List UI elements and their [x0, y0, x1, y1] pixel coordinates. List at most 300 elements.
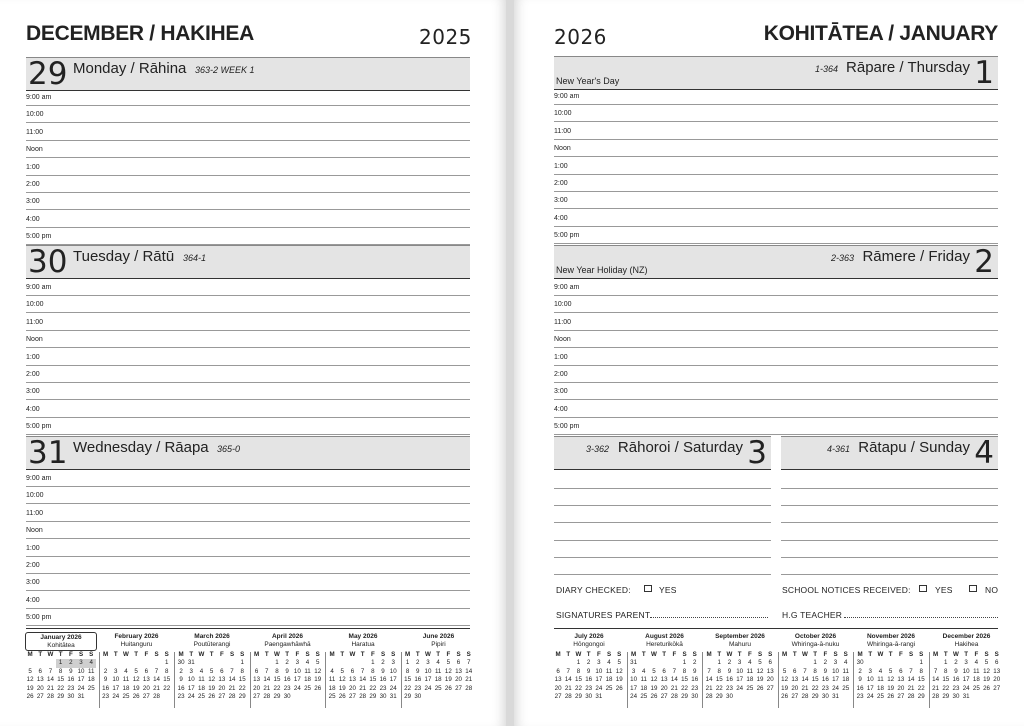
mini-calendar-day: 2	[103, 667, 108, 675]
diary-checked-yes-checkbox[interactable]	[644, 585, 652, 592]
mini-calendar-week	[176, 659, 248, 667]
time-slot-label: 1:00	[26, 544, 40, 552]
weekend-note-line[interactable]	[554, 522, 771, 523]
mini-calendar-day	[931, 659, 941, 667]
time-slot-line[interactable]	[554, 104, 998, 105]
weekday-initial: M	[857, 651, 863, 658]
mini-calendar-day	[217, 659, 227, 667]
mini-calendar-day: 12	[781, 676, 789, 684]
weekday-initial: T	[285, 651, 290, 658]
time-slot-label: Noon	[554, 336, 571, 344]
mini-calendar-day: 22	[811, 684, 819, 692]
mini-calendar-maori-name: Mahuru	[728, 641, 752, 648]
weekday-initial: F	[747, 651, 752, 658]
mini-calendar-weekdays	[780, 651, 852, 659]
mini-calendar-week	[553, 676, 625, 684]
time-slot-line[interactable]	[554, 399, 998, 400]
mini-calendar-day: 9	[69, 667, 73, 675]
mini-calendar-day: 14	[153, 676, 160, 684]
mini-calendar-title: September 2026	[715, 633, 765, 640]
weekday-initial: T	[189, 651, 194, 658]
mini-calendar-week	[327, 685, 399, 693]
mini-calendar-day: 13	[218, 676, 226, 684]
time-slot-line[interactable]	[26, 312, 470, 313]
time-slot-line[interactable]	[554, 417, 998, 418]
mini-calendar-day: 3	[964, 659, 968, 667]
time-slot-line[interactable]	[26, 538, 470, 539]
mini-calendar-day: 1	[717, 659, 721, 667]
mini-calendar-week	[176, 668, 248, 676]
mini-calendar-day: 5	[340, 667, 344, 675]
mini-calendar-day: 10	[424, 667, 432, 675]
mini-calendar-day: 22	[404, 684, 412, 692]
weekday-initial: M	[782, 651, 788, 658]
mini-calendar-day: 17	[866, 684, 874, 692]
mini-calendar-day: 4	[330, 667, 334, 675]
weekend-note-line[interactable]	[781, 574, 998, 575]
mini-calendar-day: 20	[36, 684, 44, 692]
school-notices-yes-checkbox[interactable]	[919, 585, 927, 592]
mini-calendar-title: January 2026	[40, 634, 82, 641]
mini-calendar-day: 27	[766, 684, 774, 692]
time-slot-line[interactable]	[554, 330, 998, 331]
mini-calendar-day	[121, 659, 131, 667]
weekday-initial: S	[692, 651, 697, 658]
mini-calendar-day: 26	[615, 684, 623, 692]
mini-calendar-day: 9	[586, 667, 591, 675]
time-slot-line[interactable]	[554, 226, 998, 227]
weekday-initial: F	[144, 651, 149, 658]
mini-calendar-day: 8	[371, 667, 375, 675]
time-slot-label: 4:00	[554, 405, 568, 413]
time-slot-line[interactable]	[26, 608, 470, 609]
mini-calendar-day: 28	[932, 692, 940, 700]
mini-calendar-week	[252, 659, 324, 667]
mini-calendar-day: 24	[187, 692, 195, 700]
time-slot-line[interactable]	[26, 295, 470, 296]
mini-calendar-day: 19	[444, 676, 452, 684]
mini-calendar-title: February 2026	[114, 633, 159, 640]
time-slot-line[interactable]	[554, 312, 998, 313]
time-slot-line[interactable]	[554, 382, 998, 383]
teacher-signature-line[interactable]	[844, 617, 998, 618]
weekday-initial: S	[380, 651, 386, 658]
mini-calendar-day: 1	[164, 659, 169, 667]
time-slot-label: 5:00 pm	[26, 233, 52, 241]
mini-calendar-title: April 2026	[271, 633, 304, 640]
time-slot-line[interactable]	[26, 157, 470, 158]
mini-calendar-header	[780, 632, 852, 651]
mini-calendar-day: 2	[416, 659, 420, 667]
mini-calendar-day: 18	[434, 676, 442, 684]
mini-calendar-day: 31	[77, 692, 85, 700]
mini-calendar-day: 6	[899, 667, 903, 675]
mini-calendar-separator	[174, 652, 175, 708]
weekday-initial: M	[933, 651, 939, 658]
weekend-note-line[interactable]	[781, 522, 998, 523]
time-slot-line[interactable]	[26, 486, 470, 487]
mini-calendar-day: 8	[682, 667, 687, 675]
mini-calendar-day: 4	[748, 659, 752, 667]
mini-calendar-day: 20	[660, 684, 668, 692]
mini-calendar-separator	[325, 652, 326, 708]
mini-calendar-day: 6	[38, 667, 42, 675]
time-slot-line[interactable]	[26, 122, 470, 123]
time-slot-line[interactable]	[554, 208, 998, 209]
mini-calendar-day: 28	[228, 692, 236, 700]
year-left: 2025	[419, 25, 472, 49]
time-slot-line[interactable]	[554, 121, 998, 122]
mini-calendar-week	[327, 659, 399, 667]
month-title-left: DECEMBER / HAKIHEA	[26, 22, 254, 45]
mini-calendar-week	[629, 685, 701, 693]
weekday-initial: W	[47, 651, 54, 658]
mini-calendar-day: 2	[179, 667, 183, 675]
time-slot-line[interactable]	[26, 227, 470, 228]
calendar-divider	[26, 628, 470, 629]
time-slot-line[interactable]	[26, 140, 470, 141]
mini-calendar-day	[162, 693, 172, 701]
mini-calendar	[25, 632, 97, 701]
mini-calendar-day	[227, 659, 237, 667]
time-slot-label: 11:00	[26, 128, 43, 136]
mini-calendar-day: 11	[304, 667, 311, 675]
mini-calendar-day: 24	[832, 684, 839, 692]
mini-calendar-day: 17	[832, 676, 839, 684]
day-name: Wednesday / Rāapa	[73, 439, 209, 456]
mini-calendar-separator	[627, 652, 628, 708]
mini-calendar-day: 16	[283, 676, 291, 684]
mini-calendar-maori-name: Hakihea	[954, 641, 979, 648]
time-slot-line[interactable]	[554, 295, 998, 296]
mini-calendar-day	[669, 659, 679, 667]
mini-calendar-day: 9	[285, 667, 289, 675]
weekend-note-line[interactable]	[781, 540, 998, 541]
mini-calendar-day: 29	[942, 692, 950, 700]
weekday-initial: S	[164, 651, 169, 658]
mini-calendar-day: 11	[434, 667, 442, 675]
weekday-initial: M	[103, 651, 109, 658]
mini-calendar-day: 2	[285, 659, 289, 667]
mini-calendar-title: March 2026	[194, 633, 230, 640]
time-slot-label: 3:00	[554, 388, 568, 396]
mini-calendar-title: August 2026	[645, 633, 684, 640]
mini-calendar-day: 19	[208, 684, 216, 692]
mini-calendar-day: 18	[87, 676, 95, 684]
time-slot-label: 11:00	[554, 127, 571, 135]
mini-calendar-week	[101, 685, 173, 693]
mini-calendar-day: 30	[177, 659, 185, 667]
mini-calendar-day: 16	[585, 676, 593, 684]
weekday-initial: W	[274, 651, 280, 658]
mini-calendar	[101, 632, 173, 701]
mini-calendar-day: 29	[404, 692, 412, 700]
time-slot-label: 1:00	[26, 163, 40, 171]
mini-calendar-day: 3	[76, 659, 86, 667]
weekday-initial: S	[768, 651, 773, 658]
weekend-note-line[interactable]	[554, 505, 771, 506]
mini-calendar-day: 13	[455, 667, 462, 675]
mini-calendar-day	[252, 659, 262, 667]
mini-calendar-title: November 2026	[866, 633, 916, 640]
mini-calendar-day: 3	[114, 667, 118, 675]
time-slot-label: 5:00 pm	[554, 423, 580, 431]
time-slot-label: 2:00	[554, 371, 568, 378]
diary-checked-yes-label: YES	[659, 585, 677, 595]
mini-calendar-day: 25	[87, 684, 95, 692]
mini-calendar-week	[403, 676, 475, 684]
weekday-initial: T	[586, 651, 591, 658]
mini-calendar-day: 14	[564, 676, 572, 684]
mini-calendar-day: 10	[112, 676, 120, 684]
day-header-4	[781, 436, 998, 470]
mini-calendar-day: 9	[179, 676, 183, 684]
mini-calendar-week	[176, 685, 248, 693]
mini-calendar-day: 2	[954, 659, 958, 667]
time-slot-line[interactable]	[554, 365, 998, 366]
weekday-initial: S	[315, 651, 320, 658]
mini-calendar-week	[704, 668, 776, 676]
mini-calendar-week	[553, 668, 625, 676]
mini-calendar-separator	[99, 652, 100, 708]
mini-calendar-week	[327, 676, 399, 684]
mini-calendar-day: 1	[371, 659, 375, 667]
mini-calendar-day: 6	[662, 667, 666, 675]
weekday-initial: M	[329, 651, 335, 658]
mini-calendar-day: 16	[726, 676, 733, 684]
mini-calendar-day: 15	[369, 676, 377, 684]
mini-calendar-week	[25, 668, 97, 676]
mini-calendar-day: 24	[595, 684, 603, 692]
weekday-initial: T	[360, 651, 365, 658]
mini-calendar-day: 30	[379, 692, 387, 700]
mini-calendar-day: 23	[283, 684, 291, 692]
mini-calendar-day: 4	[642, 667, 646, 675]
mini-calendar-day: 27	[36, 692, 44, 700]
mini-calendar-day: 26	[338, 692, 346, 700]
time-slot-line[interactable]	[26, 417, 470, 418]
day-header-3	[554, 436, 771, 470]
mini-calendar-day: 24	[630, 692, 638, 700]
mini-calendar-day: 9	[416, 667, 420, 675]
mini-calendar-day: 22	[238, 684, 246, 692]
mini-calendar-day	[131, 659, 141, 667]
mini-calendar-day: 10	[187, 676, 195, 684]
day-header-31	[26, 436, 470, 470]
mini-calendar-day: 5	[617, 659, 621, 667]
mini-calendar-day: 19	[887, 684, 895, 692]
weekday-initial: M	[631, 651, 637, 658]
mini-calendar-week	[931, 685, 1003, 693]
mini-calendar-day: 21	[359, 684, 367, 692]
mini-calendar-weekdays	[931, 651, 1003, 659]
mini-calendar	[704, 632, 776, 701]
time-slot-label: 4:00	[26, 596, 40, 604]
mini-calendar-day: 29	[369, 692, 377, 700]
time-slot-line[interactable]	[554, 347, 998, 348]
time-slot-line[interactable]	[26, 382, 470, 383]
mini-calendar-day	[896, 659, 906, 667]
time-slot-line[interactable]	[26, 625, 470, 626]
mini-calendar-day: 22	[917, 684, 925, 692]
time-slot-line[interactable]	[26, 573, 470, 574]
mini-calendar-day	[659, 659, 669, 667]
mini-calendar-day: 1	[240, 659, 244, 667]
mini-calendar-day: 9	[727, 667, 732, 675]
mini-calendar-day: 26	[756, 684, 764, 692]
mini-calendar-day: 25	[842, 684, 850, 692]
mini-calendar-day: 6	[793, 667, 797, 675]
mini-calendar-day: 16	[952, 676, 960, 684]
mini-calendar-day: 15	[681, 676, 688, 684]
time-slot-line[interactable]	[554, 191, 998, 192]
mini-calendar-day: 22	[163, 684, 171, 692]
mini-calendar-day: 16	[691, 676, 699, 684]
mini-calendar-day: 18	[746, 676, 754, 684]
time-slot-line[interactable]	[26, 521, 470, 522]
mini-calendar-week	[176, 693, 248, 701]
weekday-initial: T	[436, 651, 441, 658]
mini-calendar-day: 28	[907, 692, 915, 700]
time-slot-line[interactable]	[26, 556, 470, 557]
mini-calendar-day: 15	[811, 676, 819, 684]
time-slot-label: 2:00	[26, 181, 40, 188]
mini-calendar-day: 8	[813, 667, 817, 675]
time-slot-line[interactable]	[26, 105, 470, 106]
mini-calendar-day: 3	[833, 659, 838, 667]
time-slot-line[interactable]	[554, 156, 998, 157]
weekend-note-line[interactable]	[781, 505, 998, 506]
mini-calendar-day: 30	[952, 692, 960, 700]
time-slot-line[interactable]	[554, 139, 998, 140]
mini-calendar-day: 7	[707, 667, 711, 675]
mini-calendar-weekdays	[704, 651, 776, 659]
mini-calendar-day: 26	[887, 692, 895, 700]
mini-calendar-day: 26	[132, 692, 140, 700]
mini-calendar-title: December 2026	[942, 633, 991, 640]
mini-calendar-weekdays	[252, 651, 324, 659]
weekday-initial: S	[466, 651, 471, 658]
mini-calendar-header	[855, 632, 927, 651]
mini-calendar-day: 8	[944, 667, 948, 675]
mini-calendar-day: 1	[682, 659, 687, 667]
mini-calendar-week	[931, 668, 1003, 676]
time-slot-line[interactable]	[26, 175, 470, 176]
parent-signature-line[interactable]	[650, 617, 768, 618]
mini-calendar-title: July 2026	[574, 633, 604, 640]
weekend-note-line[interactable]	[781, 557, 998, 558]
mini-calendar-day: 14	[705, 676, 713, 684]
mini-calendar-day: 18	[304, 676, 311, 684]
weekend-note-line[interactable]	[554, 488, 771, 489]
weekend-note-line[interactable]	[554, 540, 771, 541]
mini-calendar-day	[886, 659, 896, 667]
mini-calendar-week	[855, 668, 927, 676]
mini-calendar-day: 14	[932, 676, 940, 684]
weekend-note-line[interactable]	[554, 557, 771, 558]
time-slot-label: 2:00	[26, 371, 40, 378]
mini-calendar-day: 8	[275, 667, 279, 675]
mini-calendar-day: 7	[672, 667, 677, 675]
time-slot-line[interactable]	[26, 330, 470, 331]
mini-calendar-week	[252, 693, 324, 701]
time-slot-label: 1:00	[26, 353, 40, 361]
mini-calendar-day: 3	[426, 659, 430, 667]
day-header-29	[26, 57, 470, 91]
time-slot-line[interactable]	[26, 209, 470, 210]
time-slot-label: Noon	[26, 336, 43, 344]
mini-calendar-day	[443, 693, 453, 701]
day-code: 3-362	[585, 444, 609, 454]
mini-calendar-day: 13	[897, 676, 905, 684]
time-slot-line[interactable]	[26, 347, 470, 348]
mini-calendar-day	[337, 659, 347, 667]
mini-calendar-day	[800, 659, 810, 667]
mini-calendar-day: 27	[660, 692, 668, 700]
month-title-right: KOHITĀTEA / JANUARY	[763, 22, 998, 45]
mini-calendar-day: 23	[414, 684, 422, 692]
mini-calendar-day: 2	[858, 667, 862, 675]
mini-calendar-day: 23	[177, 692, 185, 700]
time-slot-line[interactable]	[26, 365, 470, 366]
mini-calendar-day	[358, 659, 368, 667]
weekend-note-line[interactable]	[781, 488, 998, 489]
mini-calendar-day: 20	[554, 684, 562, 692]
mini-calendar-day: 13	[554, 676, 562, 684]
mini-calendar-day: 26	[983, 684, 990, 692]
mini-calendar-day	[111, 659, 121, 667]
mini-calendar-day: 20	[218, 684, 226, 692]
mini-calendar-day: 3	[737, 659, 742, 667]
weekend-note-line[interactable]	[554, 574, 771, 575]
school-notices-no-checkbox[interactable]	[969, 585, 977, 592]
mini-calendar-week	[101, 668, 173, 676]
time-slot-line[interactable]	[554, 174, 998, 175]
mini-calendar-day: 6	[220, 667, 224, 675]
mini-calendar-day: 5	[888, 667, 893, 675]
mini-calendar-day: 14	[359, 676, 367, 684]
time-slot-line[interactable]	[26, 399, 470, 400]
diary-checked-label: DIARY CHECKED:	[556, 585, 631, 595]
mini-calendar-day: 20	[766, 676, 774, 684]
time-slot-line[interactable]	[26, 503, 470, 504]
weekday-initial: S	[456, 651, 461, 658]
mini-calendar-day: 25	[304, 684, 311, 692]
day-name: Rāpare / Thursday	[846, 59, 970, 76]
holiday-label: New Year Holiday (NZ)	[556, 265, 648, 275]
weekday-initial: T	[641, 651, 646, 658]
mini-calendar-day: 6	[456, 659, 461, 667]
time-slot-line[interactable]	[26, 590, 470, 591]
mini-calendar-day: 21	[670, 684, 678, 692]
mini-calendar-week	[855, 676, 927, 684]
mini-calendar-day: 25	[605, 684, 613, 692]
mini-calendar-day: 15	[57, 676, 65, 684]
mini-calendar-header	[176, 632, 248, 651]
mini-calendar-day: 28	[47, 692, 54, 700]
mini-calendar-maori-name: Poutūterangi	[193, 641, 231, 648]
mini-calendar-day: 21	[705, 684, 713, 692]
mini-calendar-day	[302, 693, 312, 701]
mini-calendar-day: 24	[736, 684, 744, 692]
time-slot-label: 2:00	[26, 562, 40, 569]
right-page	[514, 0, 1024, 726]
time-slot-line[interactable]	[26, 192, 470, 193]
mini-calendar-day: 7	[909, 667, 913, 675]
mini-calendar-header	[553, 632, 625, 651]
mini-calendar-day: 28	[263, 692, 271, 700]
weekday-initial: S	[78, 651, 84, 658]
